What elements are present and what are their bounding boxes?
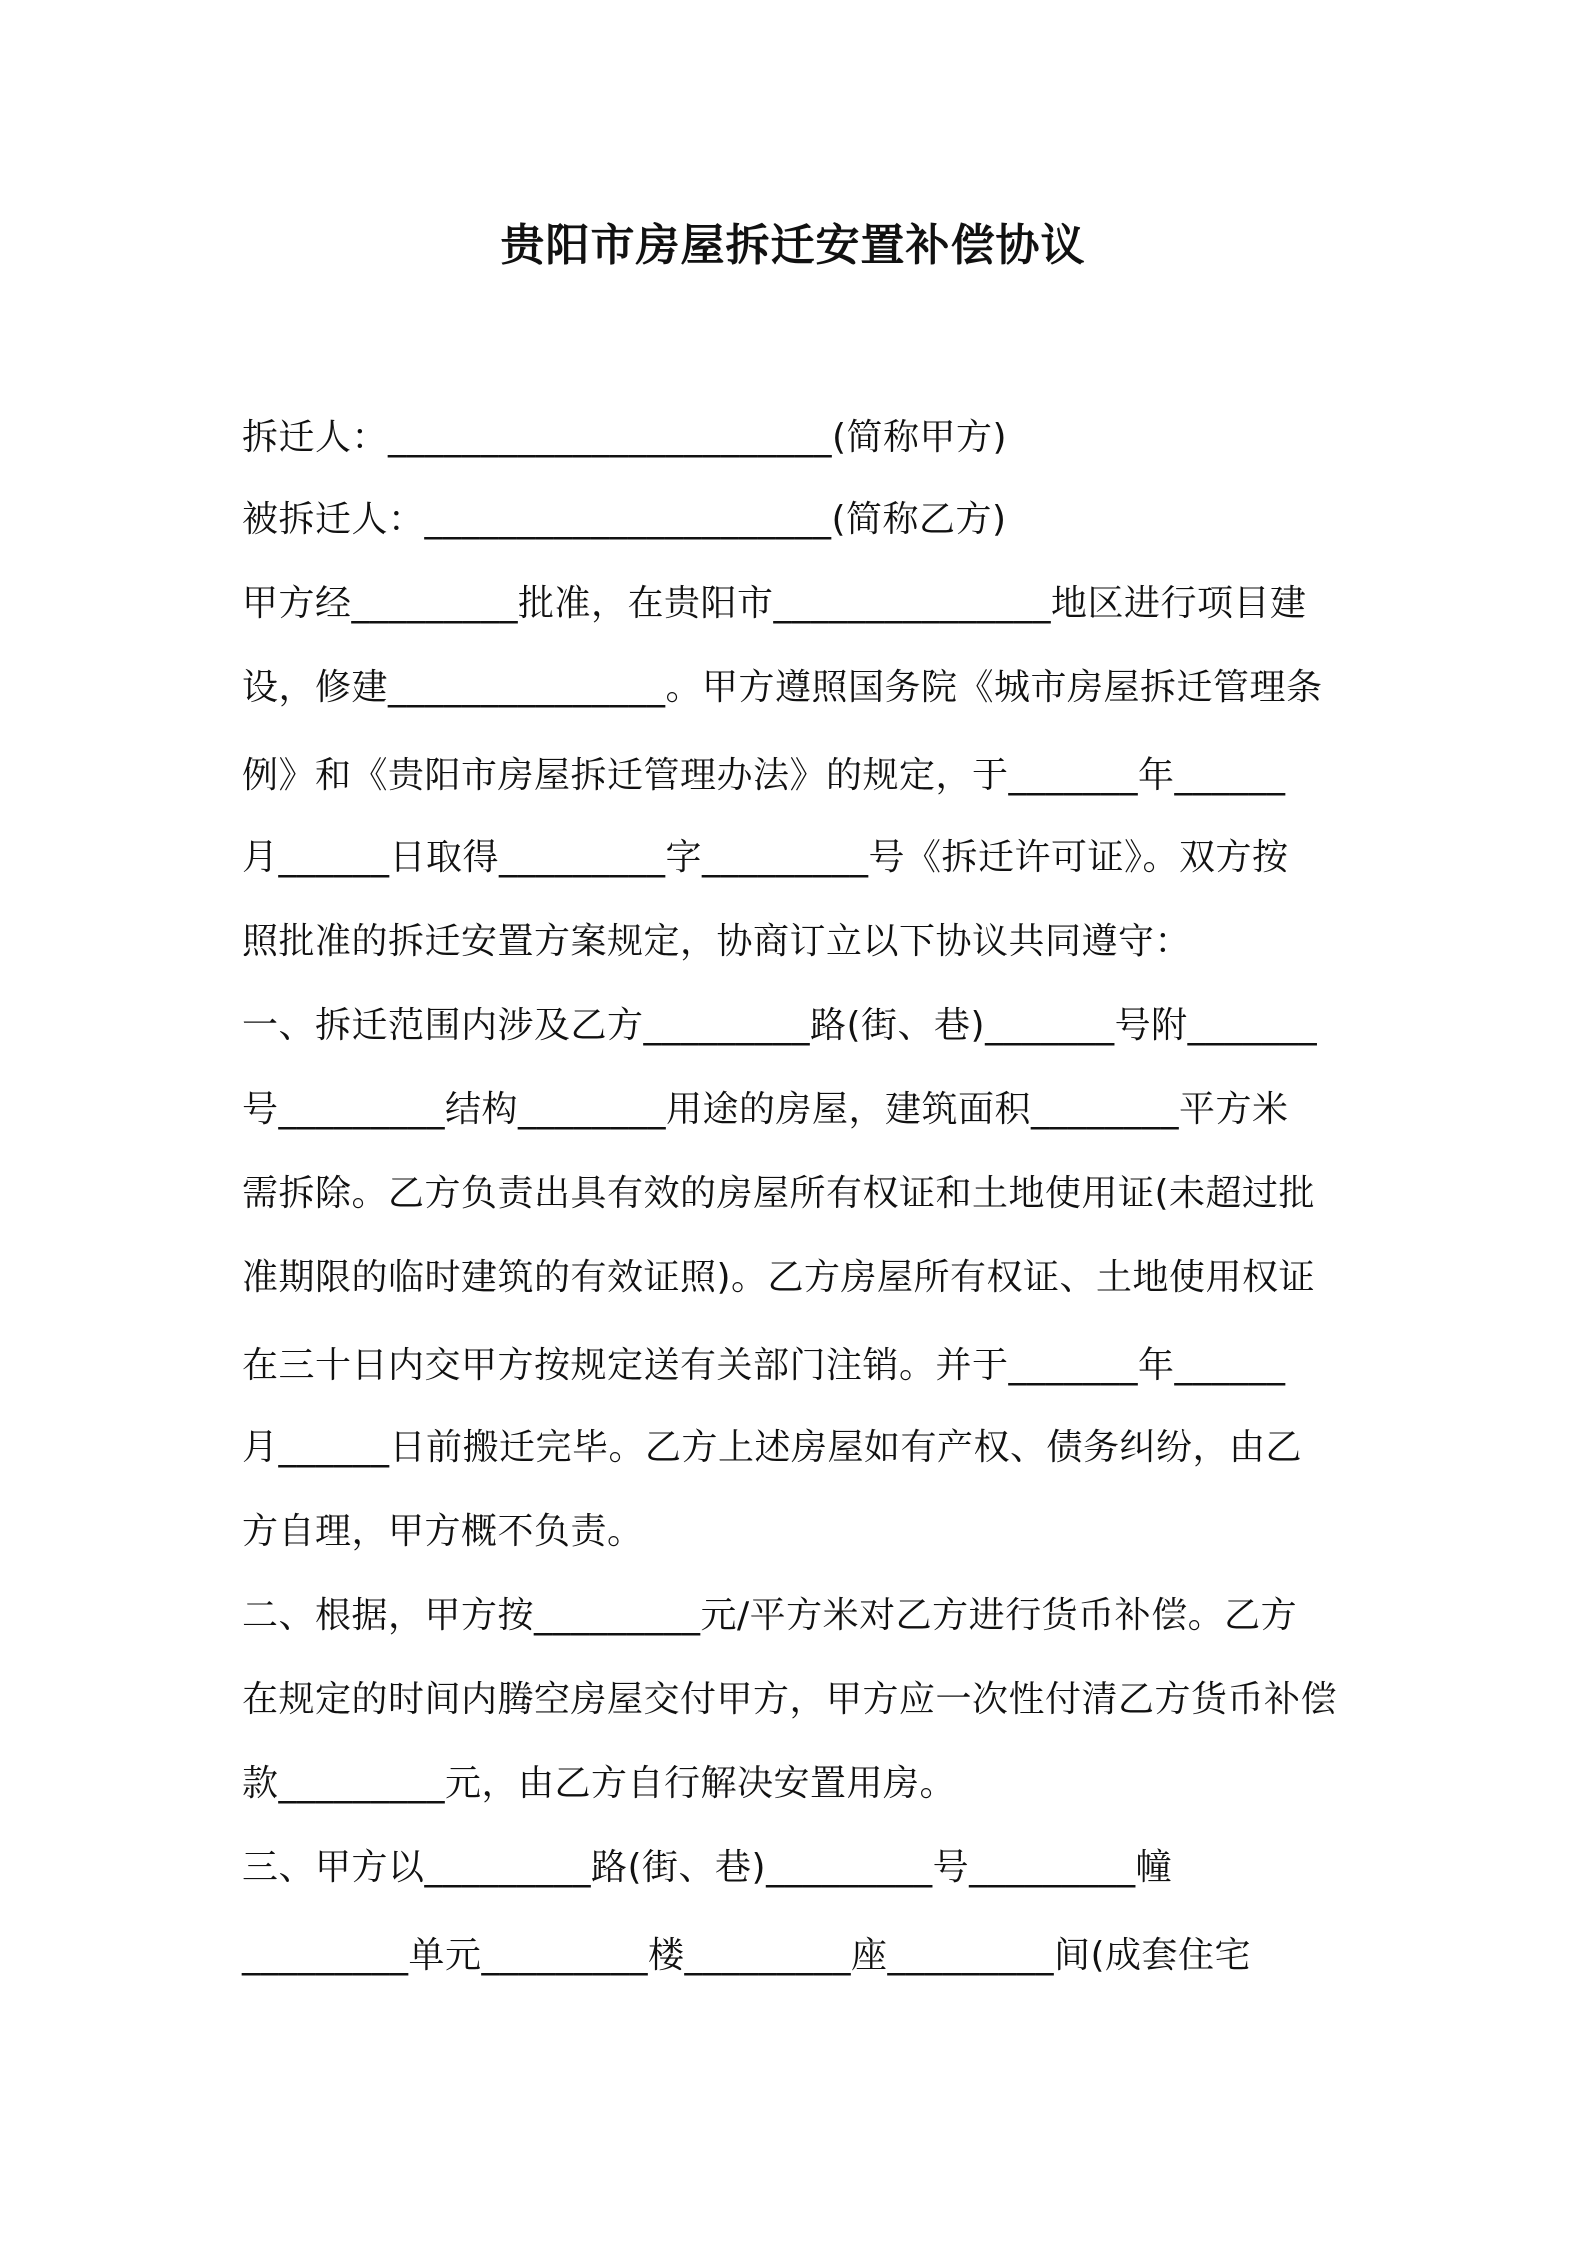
- clause-1-line: 在三十日内交甲方按规定送有关部门注销。并于_______年______: [242, 1345, 1286, 1386]
- paragraph-line: 设，修建_______________。甲方遵照国务院《城市房屋拆迁管理条: [242, 667, 1323, 708]
- clause-2-line: 在规定的时间内腾空房屋交付甲方，甲方应一次性付清乙方货币补偿: [242, 1679, 1338, 1720]
- document-title: 贵阳市房屋拆迁安置补偿协议: [500, 220, 1086, 271]
- clause-2-line: 二、根据，甲方按_________元/平方米对乙方进行货币补偿。乙方: [242, 1595, 1298, 1636]
- clause-3-line: 三、甲方以_________路(街、巷)_________号_________幢: [242, 1847, 1173, 1888]
- clause-3-line: _________单元_________楼_________座_________间(成套住宅: [242, 1935, 1252, 1976]
- clause-1-line: 号_________结构________用途的房屋，建筑面积________平方米: [242, 1089, 1289, 1130]
- paragraph-line: 甲方经_________批准，在贵阳市_______________地区进行项目建: [242, 583, 1307, 624]
- clause-1-line: 准期限的临时建筑的有效证照)。乙方房屋所有权证、土地使用权证: [242, 1257, 1316, 1298]
- clause-1-line: 月______日前搬迁完毕。乙方上述房屋如有产权、债务纠纷，由乙: [242, 1427, 1303, 1468]
- clause-1-line: 一、拆迁范围内涉及乙方_________路(街、巷)_______号附_______: [242, 1005, 1318, 1046]
- paragraph-line: 月______日取得_________字_________号《拆迁许可证》。双方按: [242, 837, 1289, 878]
- clause-2-line: 款_________元，由乙方自行解决安置用房。: [242, 1763, 957, 1804]
- clause-1-line: 方自理，甲方概不负责。: [242, 1511, 644, 1552]
- party-a-line: 拆迁人：________________________(简称甲方): [242, 417, 1008, 458]
- paragraph-line: 例》和《贵阳市房屋拆迁管理办法》的规定，于_______年______: [242, 755, 1286, 796]
- party-b-line: 被拆迁人：______________________(简称乙方): [242, 499, 1007, 540]
- paragraph-line: 照批准的拆迁安置方案规定，协商订立以下协议共同遵守：: [242, 921, 1192, 962]
- clause-1-line: 需拆除。乙方负责出具有效的房屋所有权证和土地使用证(未超过批: [242, 1173, 1316, 1214]
